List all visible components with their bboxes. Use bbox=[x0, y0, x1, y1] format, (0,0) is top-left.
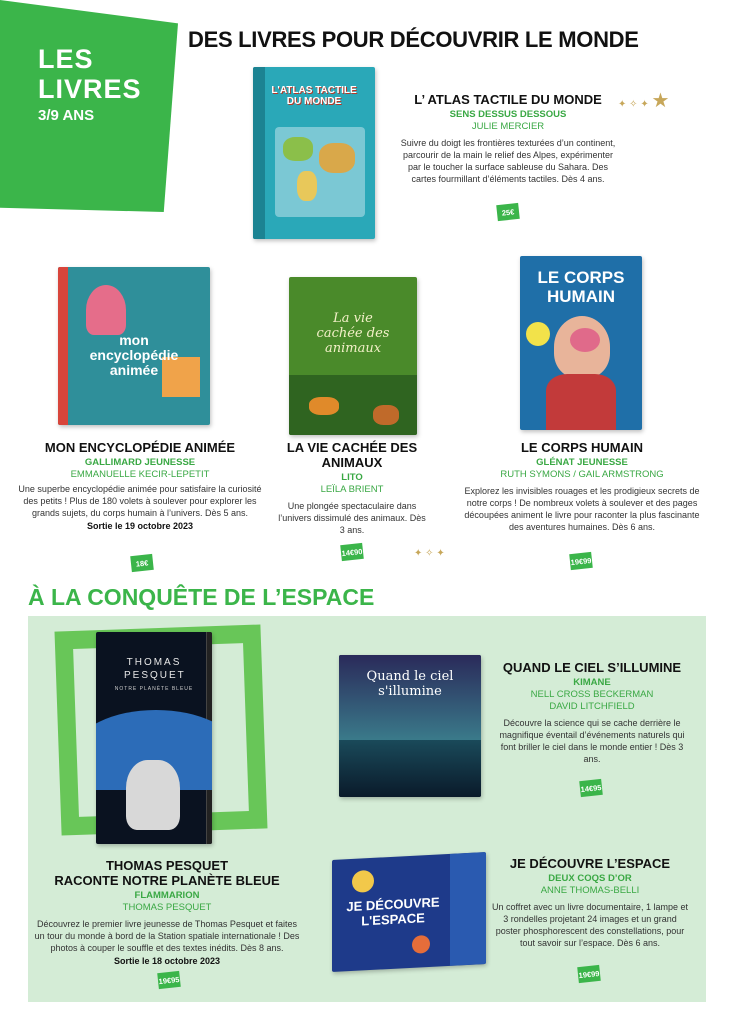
book-author: EMMANUELLE KECIR-LEPETIT bbox=[70, 469, 210, 480]
book-cover-corps-humain[interactable] bbox=[520, 256, 642, 430]
book-description: Une superbe encyclopédie animée pour satisfaire la curiosité des petits ! Plus de 180 volets à soulever pour explorer les grands sujets, du corps humain à l’univers. Dès 5 ans. bbox=[18, 484, 262, 518]
category-line-1: LES bbox=[38, 44, 94, 74]
price-tag: 19€99 bbox=[569, 552, 593, 570]
book-info-vie-cachee bbox=[278, 440, 426, 536]
cover-title: Quand le ciel s'illumine bbox=[366, 669, 454, 699]
book-cover-atlas[interactable] bbox=[253, 67, 375, 239]
book-publisher: LITO bbox=[341, 472, 363, 483]
cover-title: JE DÉCOUVRE L'ESPACE bbox=[346, 894, 440, 929]
category-line-2: LIVRES bbox=[38, 74, 142, 104]
book-publisher: FLAMMARION bbox=[134, 890, 200, 901]
cover-title: La vie cachée des animaux bbox=[316, 311, 390, 356]
book-title: LA VIE CACHÉE DES ANIMAUX bbox=[286, 440, 418, 470]
space-section-heading: À LA CONQUÊTE DE L’ESPACE bbox=[28, 584, 375, 610]
price-tag: 14€95 bbox=[579, 779, 603, 797]
cover-title: LE CORPS HUMAIN bbox=[537, 268, 625, 306]
star-decoration-icon: ✦ ✧ ✦ bbox=[414, 548, 445, 559]
book-info-je-decouvre-espace bbox=[492, 856, 688, 949]
price-tag: 18€ bbox=[130, 554, 154, 572]
book-info-corps-humain bbox=[462, 440, 702, 533]
cover-title: THOMAS PESQUET bbox=[124, 657, 186, 681]
book-description: Découvrez le premier livre jeunesse de Thomas Pesquet et faites un tour du monde à bord de la Station spatiale internationale ! Des photos à couper le souffle et des textes inédits. Dès 8 ans. bbox=[34, 919, 300, 953]
book-cover-quand-le-ciel[interactable] bbox=[339, 655, 481, 797]
book-description: Suivre du doigt les frontières texturées d’un continent, parcourir de la main le relief des Alpes, expérimenter par le toucher la surface sableuse du Sahara. Des cartes fourmillant d’éléments tactiles. Dès 4 ans. bbox=[400, 138, 616, 184]
book-title: THOMAS PESQUET bbox=[105, 858, 229, 873]
book-author: ANNE THOMAS-BELLI bbox=[540, 885, 640, 896]
release-date: Sortie le 18 octobre 2023 bbox=[113, 956, 221, 966]
book-publisher: DEUX COQS D’OR bbox=[548, 873, 632, 884]
book-author: JULIE MERCIER bbox=[471, 121, 545, 132]
book-author: THOMAS PESQUET bbox=[122, 902, 212, 913]
book-cover-vie-cachee[interactable] bbox=[289, 277, 417, 435]
price-tag: 14€90 bbox=[340, 543, 364, 561]
book-title: MON ENCYCLOPÉDIE ANIMÉE bbox=[44, 440, 236, 455]
book-description: Découvre la science qui se cache derrière le magnifique éventail d’événements naturels qui font briller le ciel dans le monde entier ! Dès 3 ans. bbox=[499, 718, 685, 764]
price-tag: 25€ bbox=[496, 203, 520, 221]
cover-title: L'ATLAS TACTILE DU MONDE bbox=[271, 85, 357, 107]
book-title: QUAND LE CIEL S’ILLUMINE bbox=[502, 660, 682, 675]
star-decoration-icon: ✦ ✧ ✦ ★ bbox=[618, 90, 670, 112]
book-cover-je-decouvre-espace[interactable] bbox=[332, 852, 486, 972]
book-description: Une plongée spectaculaire dans l’univers dissimulé des animaux. Dès 3 ans. bbox=[278, 501, 426, 535]
book-cover-pesquet[interactable] bbox=[96, 632, 212, 844]
book-author: LEÏLA BRIENT bbox=[320, 484, 384, 495]
book-title: JE DÉCOUVRE L’ESPACE bbox=[509, 856, 671, 871]
book-info-pesquet bbox=[34, 858, 300, 966]
category-label bbox=[38, 44, 142, 124]
book-description: Explorez les invisibles rouages et les prodigieux secrets de notre corps ! De nombreux volets à soulever et des pages découpées animent le livre pour raconter la plus fascinante des aventures humaines. Dès 6 ans. bbox=[464, 486, 700, 532]
book-publisher: GLÉNAT JEUNESSE bbox=[536, 457, 628, 468]
age-range: 3/9 ANS bbox=[38, 107, 95, 124]
book-title: LE CORPS HUMAIN bbox=[520, 440, 644, 455]
book-info-atlas bbox=[398, 92, 618, 185]
book-author: NELL CROSS BECKERMAN bbox=[530, 689, 654, 700]
price-tag: 19€99 bbox=[577, 965, 601, 983]
book-publisher: KIMANE bbox=[573, 677, 611, 688]
book-cover-encyclopedie[interactable] bbox=[58, 267, 210, 425]
book-title: L’ ATLAS TACTILE DU MONDE bbox=[414, 92, 602, 107]
cover-subtitle: NOTRE PLANÈTE BLEUE bbox=[114, 686, 194, 692]
book-author-2: DAVID LITCHFIELD bbox=[549, 701, 635, 712]
book-author: RUTH SYMONS / GAIL ARMSTRONG bbox=[500, 469, 664, 480]
book-title-line-2: RACONTE NOTRE PLANÈTE BLEUE bbox=[54, 873, 280, 888]
book-info-quand-le-ciel bbox=[496, 660, 688, 765]
section-heading: DES LIVRES POUR DÉCOUVRIR LE MONDE bbox=[188, 27, 639, 52]
price-tag: 19€95 bbox=[157, 971, 181, 989]
book-info-encyclopedie bbox=[18, 440, 262, 531]
book-publisher: GALLIMARD JEUNESSE bbox=[84, 457, 196, 468]
release-date: Sortie le 19 octobre 2023 bbox=[86, 521, 194, 531]
book-publisher: SENS DESSUS DESSOUS bbox=[449, 109, 567, 120]
cover-title: mon encyclopédie animée bbox=[89, 332, 179, 378]
book-description: Un coffret avec un livre documentaire, 1 lampe et 3 rondelles projetant 24 images et un grand poster phosphorescent des constellations, pour tout savoir sur l’espace. Dès 6 ans. bbox=[492, 902, 688, 948]
